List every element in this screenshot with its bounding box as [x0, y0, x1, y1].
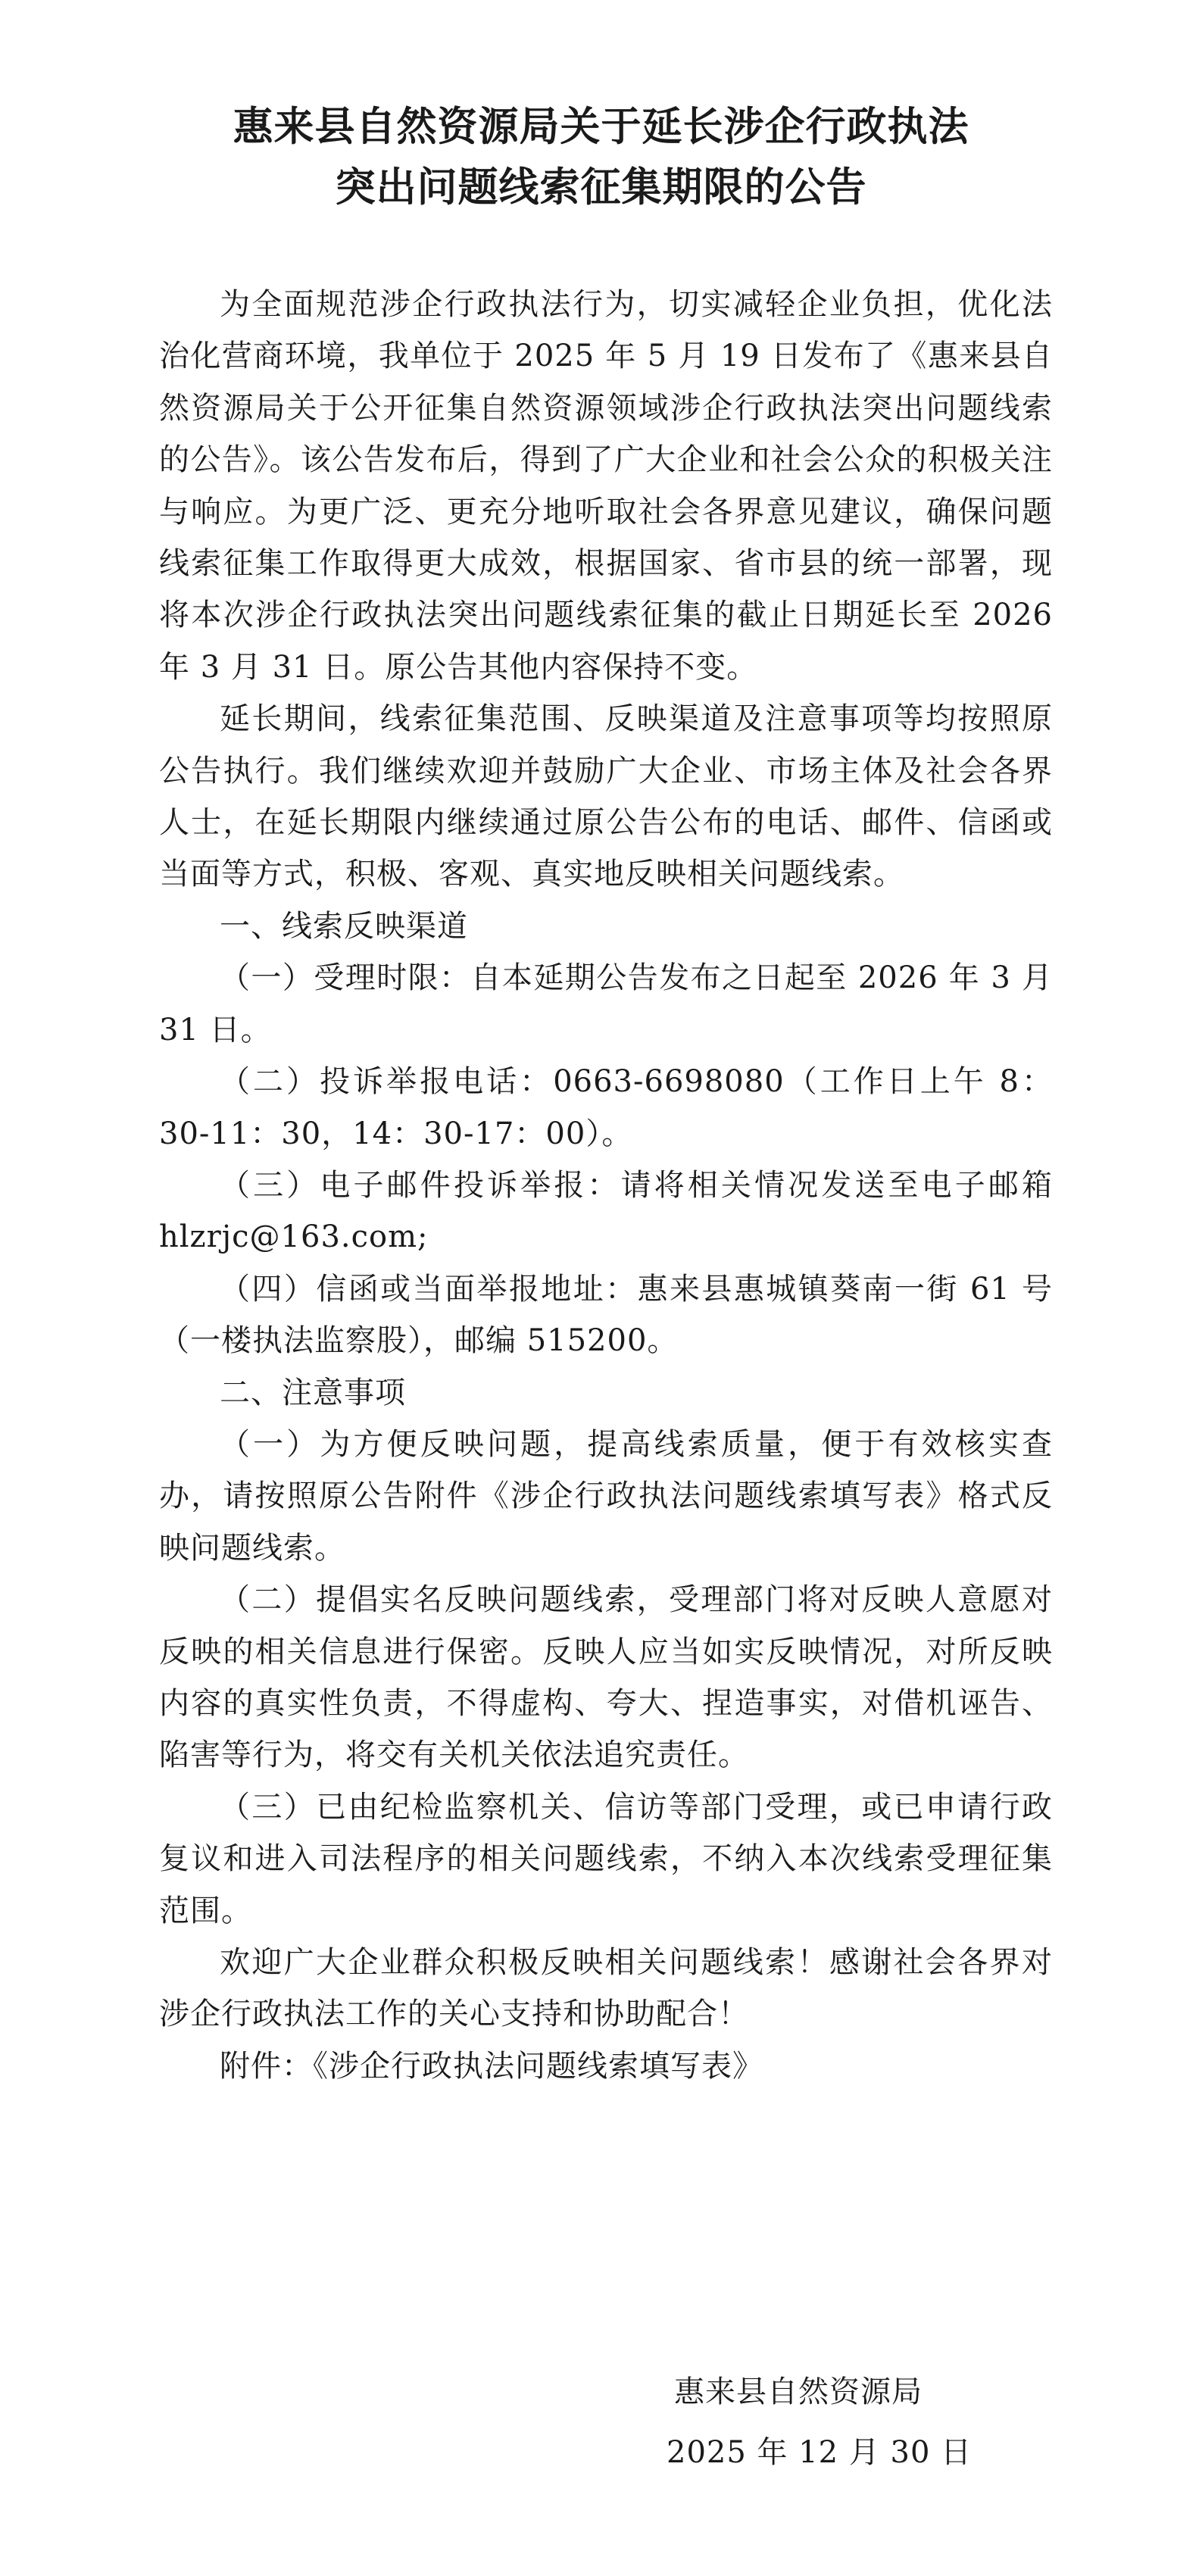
paragraph-closing: 欢迎广大企业群众积极反映相关问题线索！感谢社会各界对涉企行政执法工作的关心支持和协助配合！ — [159, 1945, 1053, 2032]
title-line-2: 突出问题线索征集期限的公告 — [335, 164, 867, 211]
document-body — [159, 279, 1053, 2092]
title-line-1: 惠来县自然资源局关于延长涉企行政执法 — [233, 104, 969, 150]
paragraph-intro: 为全面规范涉企行政执法行为，切实减轻企业负担，优化法治化营商环境，我单位于 2025 年 5 月 19 日发布了《惠来县自然资源局关于公开征集自然资源领域涉企行政执法突出问题线索的公告》。该公告发布后，得到了广大企业和社会公众的积极关注与响应。为更广泛、更充分地听取社会各界意见建议，确保问题线索征集工作取得更大成效，根据国家、省市县的统一部署，现将本次涉企行政执法突出问题线索征集的截止日期延长至 2026 年 3 月 31 日。原公告其他内容保持不变。 — [159, 287, 1053, 685]
channel-item-email: （三）电子邮件投诉举报：请将相关情况发送至电子邮箱 hlzrjc@163.com; — [159, 1167, 1053, 1255]
channel-item-address: （四）信函或当面举报地址：惠来县惠城镇葵南一街 61 号（一楼执法监察股），邮编 515200。 — [159, 1271, 1053, 1359]
section-heading-notes: 二、注意事项 — [220, 1375, 406, 1410]
section-heading-channels: 一、线索反映渠道 — [220, 908, 468, 944]
signature-date: 2025 年 12 月 30 日 — [667, 2435, 973, 2470]
note-item-format: （一）为方便反映问题，提高线索质量，便于有效核实查办，请按照原公告附件《涉企行政执法问题线索填写表》格式反映问题线索。 — [159, 1426, 1053, 1566]
signature-organization: 惠来县自然资源局 — [674, 2375, 923, 2409]
paragraph-extension: 延长期间，线索征集范围、反映渠道及注意事项等均按照原公告执行。我们继续欢迎并鼓励广大企业、市场主体及社会各界人士，在延长期限内继续通过原公告公布的电话、邮件、信函或当面等方式，积极、客观、真实地反映相关问题线索。 — [159, 701, 1053, 892]
channel-item-phone: （二）投诉举报电话：0663-6698080（工作日上午 8：30-11：30，14：30-17：00）。 — [159, 1064, 1053, 1151]
document-title — [0, 97, 1202, 218]
channel-item-period: （一）受理时限：自本延期公告发布之日起至 2026 年 3 月 31 日。 — [159, 960, 1053, 1048]
note-item-realname: （二）提倡实名反映问题线索，受理部门将对反映人意愿对反映的相关信息进行保密。反映人应当如实反映情况，对所反映内容的真实性负责，不得虚构、夸大、捏造事实，对借机诬告、陷害等行为，将交有关机关依法追究责任。 — [159, 1582, 1053, 1773]
signature-block — [667, 2362, 1007, 2483]
note-item-exclusion: （三）已由纪检监察机关、信访等部门受理，或已申请行政复议和进入司法程序的相关问题线索，不纳入本次线索受理征集范围。 — [159, 1789, 1053, 1928]
paragraph-attachment: 附件：《涉企行政执法问题线索填写表》 — [220, 2048, 763, 2084]
